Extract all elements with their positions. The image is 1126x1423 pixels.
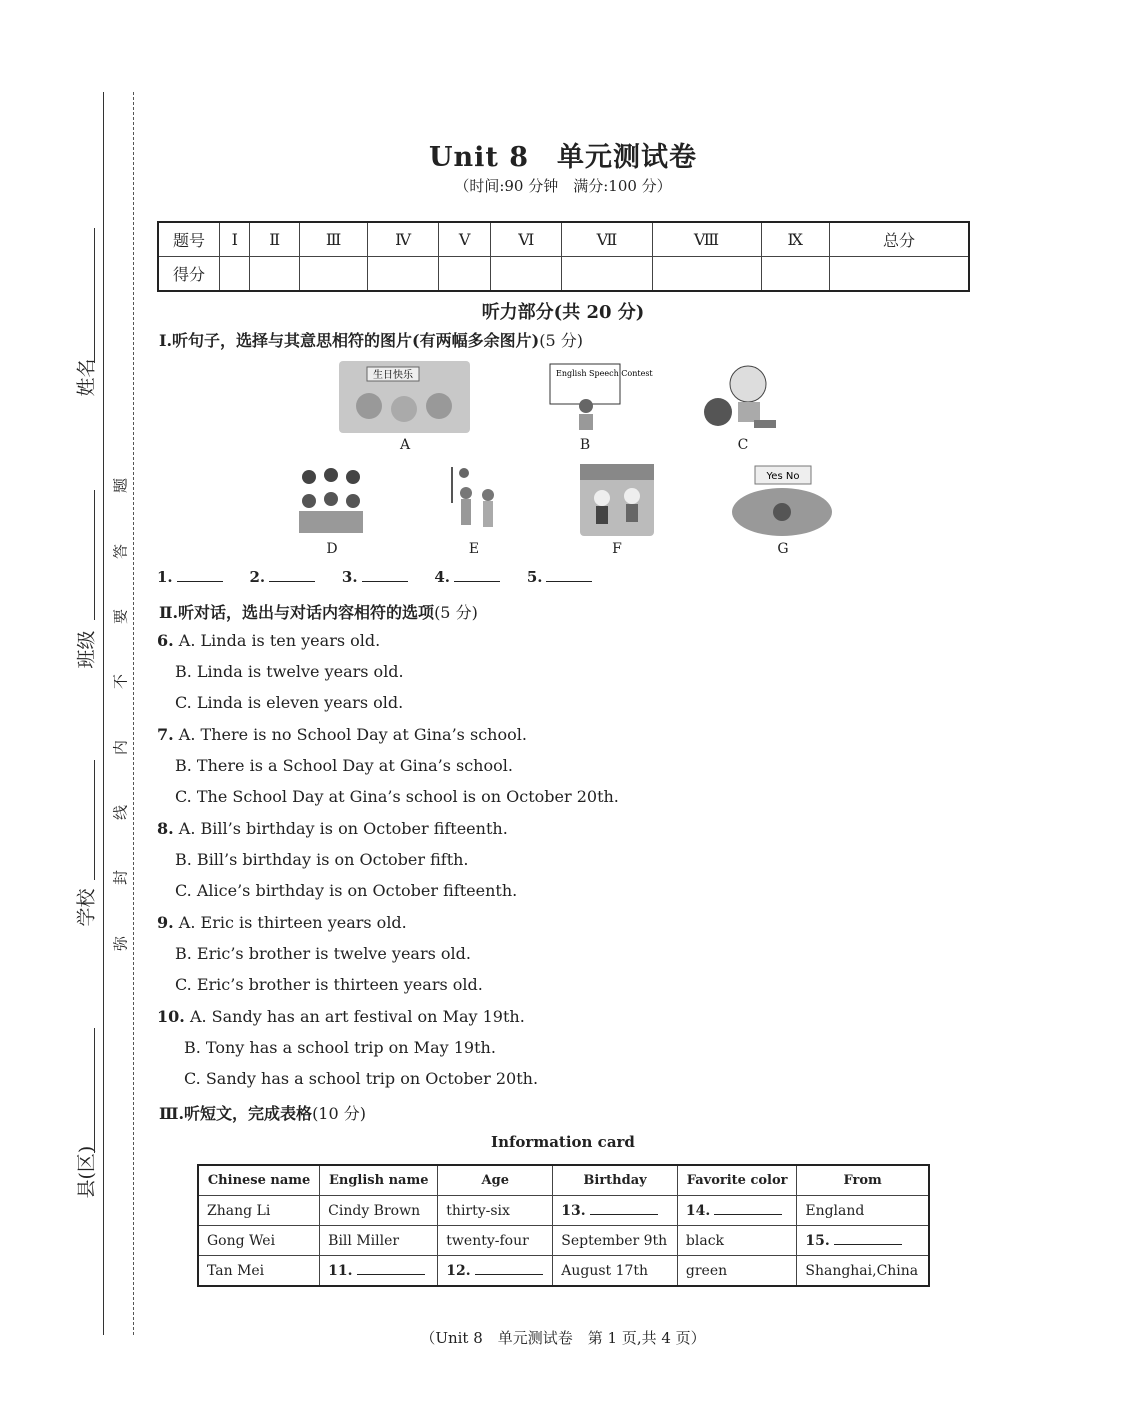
picture-a-text: 生日快乐	[373, 370, 413, 381]
seal-char: 要	[111, 609, 130, 625]
table-row	[198, 1226, 929, 1256]
info-cell: black	[677, 1226, 796, 1256]
info-cell: twenty-four	[438, 1226, 553, 1256]
info-cell: August 17th	[553, 1256, 678, 1287]
score-header-cell: Ⅶ	[562, 222, 652, 257]
picture-f-trip	[580, 464, 654, 536]
question-10-option-a: 10. A. Sandy has an art festival on May 19th.	[157, 1007, 525, 1026]
answer-blanks: 1. 2. 3. 4. 5.	[157, 568, 614, 586]
question-9-option-c: C. Eric’s brother is thirteen years old.	[175, 975, 483, 994]
info-header: English name	[320, 1165, 438, 1196]
picture-label: A	[399, 437, 411, 453]
information-card-table	[197, 1164, 930, 1287]
picture-label: G	[777, 541, 789, 557]
seal-char: 线	[111, 805, 130, 821]
info-header: Birthday	[553, 1165, 678, 1196]
info-cell: Shanghai,China	[797, 1256, 929, 1287]
question-7-option-c: C. The School Day at Gina’s school is on October 20th.	[175, 787, 619, 806]
info-cell: England	[797, 1196, 929, 1226]
score-cell[interactable]	[761, 257, 829, 292]
page-subtitle: （时间:90 分钟 满分:100 分）	[454, 177, 672, 195]
picture-label: F	[612, 541, 622, 557]
info-blank-cell[interactable]: 11.	[320, 1256, 438, 1287]
info-cell: Tan Mei	[198, 1256, 320, 1287]
question-6-option-b: B. Linda is twelve years old.	[175, 662, 404, 681]
score-header-cell: Ⅲ	[299, 222, 367, 257]
score-cell[interactable]	[652, 257, 761, 292]
info-cell: thirty-six	[438, 1196, 553, 1226]
picture-c-soccer	[698, 362, 780, 438]
picture-label: E	[468, 541, 480, 557]
score-row-label: 得分	[158, 257, 220, 292]
score-table	[157, 221, 970, 292]
info-cell: September 9th	[553, 1226, 678, 1256]
information-card-title: Information card	[491, 1133, 635, 1151]
score-cell[interactable]	[250, 257, 299, 292]
score-cell[interactable]	[220, 257, 250, 292]
picture-a-birthday	[339, 361, 470, 433]
info-cell: Gong Wei	[198, 1226, 320, 1256]
county-label: 县(区)	[75, 1145, 98, 1199]
score-cell[interactable]	[368, 257, 439, 292]
info-header: Age	[438, 1165, 553, 1196]
question-8-option-c: C. Alice’s birthday is on October fifteenth.	[175, 881, 518, 900]
score-cell[interactable]	[829, 257, 969, 292]
listening-title: 听力部分(共 20 分)	[481, 302, 645, 323]
table-row	[198, 1196, 929, 1226]
question-8-option-a: 8. A. Bill’s birthday is on October fifteenth.	[157, 819, 508, 838]
picture-label: B	[579, 437, 591, 453]
info-blank-cell[interactable]: 12.	[438, 1256, 553, 1287]
info-blank-cell[interactable]: 13.	[553, 1196, 678, 1226]
question-6-option-a: 6. A. Linda is ten years old.	[157, 631, 381, 650]
score-cell[interactable]	[299, 257, 367, 292]
picture-e-basketball	[444, 463, 506, 537]
score-header-cell: Ⅳ	[368, 222, 439, 257]
seal-char: 答	[111, 544, 130, 560]
picture-label: D	[326, 541, 338, 557]
info-cell: Cindy Brown	[320, 1196, 438, 1226]
question-9-option-a: 9. A. Eric is thirteen years old.	[157, 913, 407, 932]
answer-blank[interactable]	[546, 581, 592, 582]
section-2-title: Ⅱ.听对话，选出与对话内容相符的选项(5 分)	[159, 603, 478, 622]
question-10-option-c: C. Sandy has a school trip on October 20th.	[184, 1069, 539, 1088]
info-header: Favorite color	[677, 1165, 796, 1196]
seal-char: 不	[111, 674, 130, 690]
score-header-cell: Ⅵ	[491, 222, 562, 257]
school-label: 学校	[75, 888, 98, 927]
answer-blank[interactable]	[454, 581, 500, 582]
score-cell[interactable]	[562, 257, 652, 292]
seal-char: 内	[111, 740, 130, 756]
score-header-cell: 题号	[158, 222, 220, 257]
seal-char: 弥	[111, 936, 130, 952]
info-blank-cell[interactable]: 15.	[797, 1226, 929, 1256]
info-blank-cell[interactable]: 14.	[677, 1196, 796, 1226]
table-row	[198, 1256, 929, 1287]
score-header-cell: Ⅸ	[761, 222, 829, 257]
info-cell: green	[677, 1256, 796, 1287]
score-header-cell: Ⅴ	[438, 222, 490, 257]
question-8-option-b: B. Bill’s birthday is on October fifth.	[175, 850, 469, 869]
score-header-cell: Ⅰ	[220, 222, 250, 257]
page-footer: （Unit 8 单元测试卷 第 1 页,共 4 页）	[420, 1329, 706, 1347]
class-line	[94, 490, 95, 620]
score-header-cell: 总分	[829, 222, 969, 257]
picture-d-choir	[295, 463, 367, 537]
picture-g-festival	[731, 462, 834, 538]
picture-label: C	[737, 437, 749, 453]
info-cell: Bill Miller	[320, 1226, 438, 1256]
question-7-option-b: B. There is a School Day at Gina’s school.	[175, 756, 513, 775]
picture-g-text: Yes No	[766, 471, 800, 482]
info-cell: Zhang Li	[198, 1196, 320, 1226]
score-cell[interactable]	[438, 257, 490, 292]
seal-char: 封	[111, 870, 130, 886]
score-header-cell: Ⅷ	[652, 222, 761, 257]
question-6-option-c: C. Linda is eleven years old.	[175, 693, 404, 712]
answer-blank[interactable]	[362, 581, 408, 582]
question-10-option-b: B. Tony has a school trip on May 19th.	[184, 1038, 496, 1057]
info-header: From	[797, 1165, 929, 1196]
question-9-option-b: B. Eric’s brother is twelve years old.	[175, 944, 471, 963]
question-7-option-a: 7. A. There is no School Day at Gina’s school.	[157, 725, 527, 744]
picture-b-speech-contest	[548, 362, 653, 434]
info-header: Chinese name	[198, 1165, 320, 1196]
picture-b-text: English Speech Contest	[556, 369, 653, 378]
score-cell[interactable]	[491, 257, 562, 292]
seal-char: 题	[111, 478, 130, 494]
score-header-cell: Ⅱ	[250, 222, 299, 257]
page-title: Unit 8 单元测试卷	[428, 142, 698, 173]
section-1-title: Ⅰ.听句子，选择与其意思相符的图片(有两幅多余图片)(5 分)	[159, 331, 583, 350]
section-3-title: Ⅲ.听短文，完成表格(10 分)	[159, 1104, 366, 1123]
class-label: 班级	[75, 630, 98, 669]
name-line	[94, 228, 95, 363]
answer-blank[interactable]	[269, 581, 315, 582]
name-label: 姓名	[75, 358, 98, 397]
school-line	[94, 760, 95, 880]
answer-blank[interactable]	[177, 581, 223, 582]
